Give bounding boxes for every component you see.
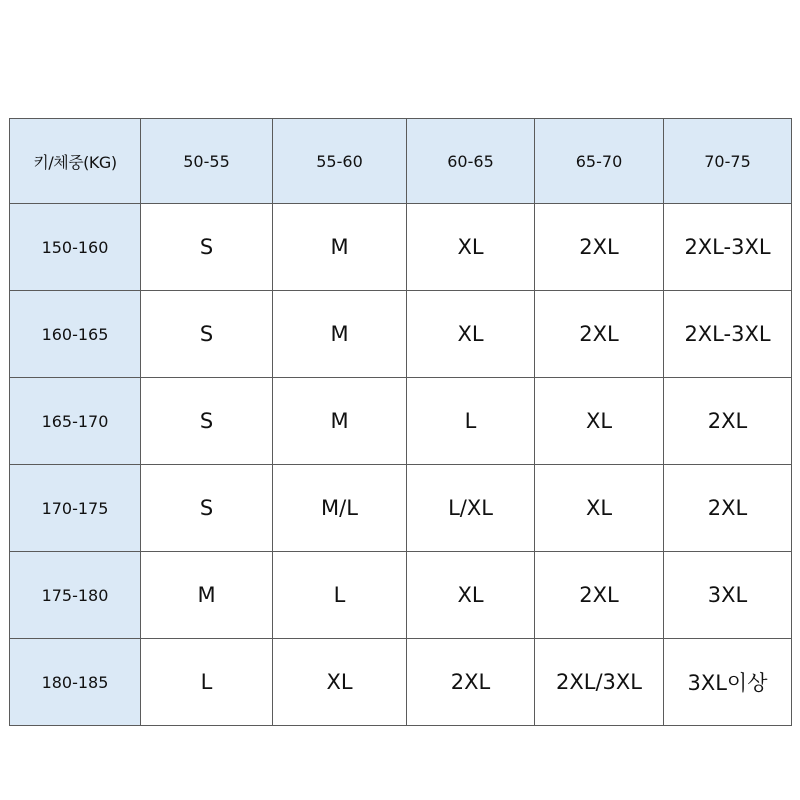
table-header-row [10, 119, 792, 204]
table-row [10, 552, 792, 639]
cell-4-4: 3XL [664, 552, 792, 639]
cell-4-3: 2XL [535, 552, 664, 639]
cell-1-0: S [141, 291, 273, 378]
cell-2-2: L [407, 378, 535, 465]
table-row [10, 291, 792, 378]
cell-0-0: S [141, 204, 273, 291]
row-header-4: 175-180 [10, 552, 141, 639]
row-header-0: 150-160 [10, 204, 141, 291]
cell-1-1: M [273, 291, 407, 378]
cell-0-2: XL [407, 204, 535, 291]
cell-2-0: S [141, 378, 273, 465]
column-header-0: 50-55 [141, 119, 273, 204]
cell-1-2: XL [407, 291, 535, 378]
cell-0-3: 2XL [535, 204, 664, 291]
cell-4-0: M [141, 552, 273, 639]
cell-1-3: 2XL [535, 291, 664, 378]
table-row [10, 465, 792, 552]
cell-2-3: XL [535, 378, 664, 465]
cell-4-1: L [273, 552, 407, 639]
cell-2-1: M [273, 378, 407, 465]
cell-3-2: L/XL [407, 465, 535, 552]
table-row [10, 378, 792, 465]
row-header-2: 165-170 [10, 378, 141, 465]
cell-5-0: L [141, 639, 273, 726]
size-chart-table [9, 118, 792, 726]
cell-5-1: XL [273, 639, 407, 726]
column-header-2: 60-65 [407, 119, 535, 204]
row-header-5: 180-185 [10, 639, 141, 726]
cell-5-4: 3XL이상 [664, 639, 792, 726]
cell-3-3: XL [535, 465, 664, 552]
cell-2-4: 2XL [664, 378, 792, 465]
row-header-1: 160-165 [10, 291, 141, 378]
header-corner-label: 키/체중(KG) [10, 119, 141, 204]
cell-0-4: 2XL-3XL [664, 204, 792, 291]
cell-3-4: 2XL [664, 465, 792, 552]
column-header-1: 55-60 [273, 119, 407, 204]
cell-5-2: 2XL [407, 639, 535, 726]
cell-3-1: M/L [273, 465, 407, 552]
cell-5-3: 2XL/3XL [535, 639, 664, 726]
column-header-4: 70-75 [664, 119, 792, 204]
row-header-3: 170-175 [10, 465, 141, 552]
size-chart-container [9, 118, 791, 726]
cell-3-0: S [141, 465, 273, 552]
cell-4-2: XL [407, 552, 535, 639]
table-row [10, 204, 792, 291]
cell-1-4: 2XL-3XL [664, 291, 792, 378]
cell-0-1: M [273, 204, 407, 291]
table-row [10, 639, 792, 726]
column-header-3: 65-70 [535, 119, 664, 204]
